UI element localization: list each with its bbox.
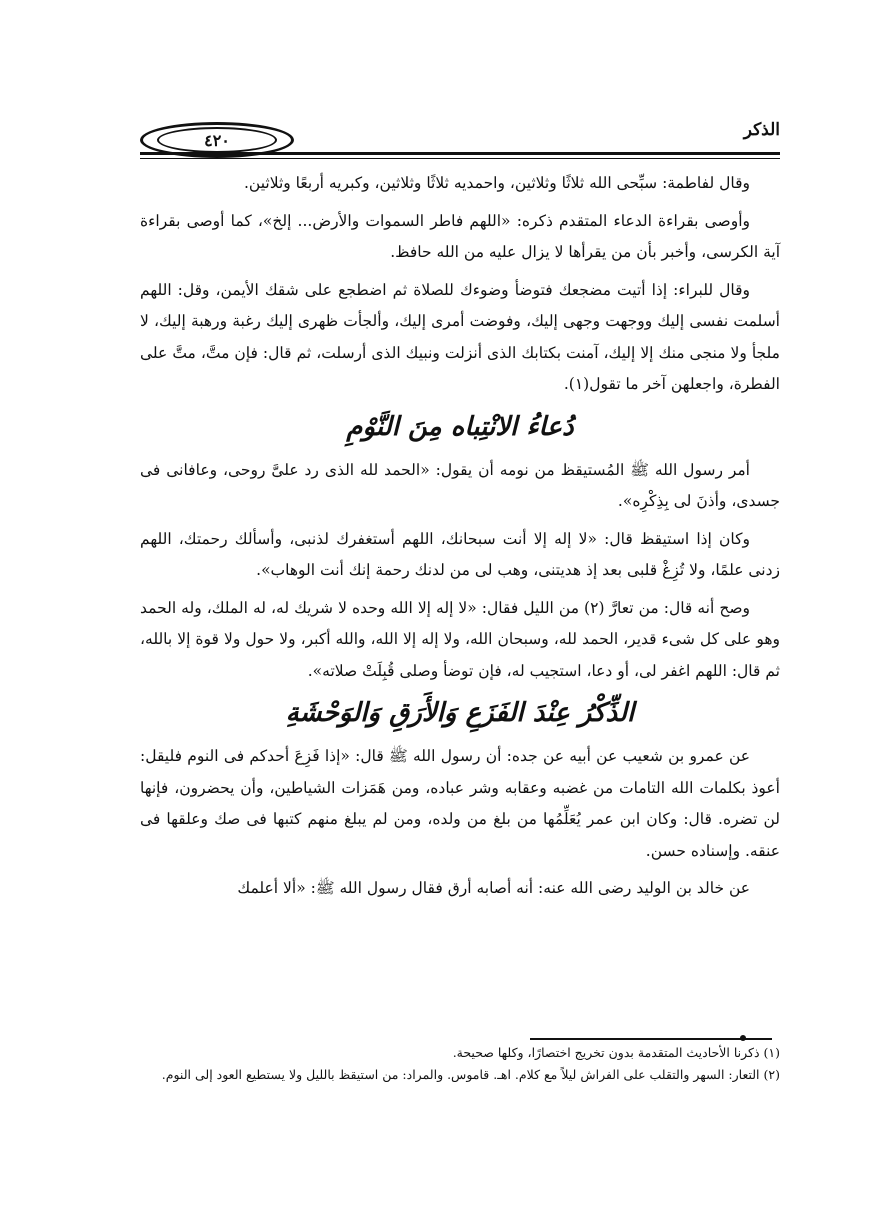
paragraph: وقال للبراء: إذا أتيت مضجعك فتوضأ وضوءك للصلاة ثم اضطجع على شقك الأيمن، وقل: اللهم أسلمت نفسى إليك ووجهت وجهى إليك، وفوضت أمرى إليك، وألجأت ظهرى إليك رغبة ورهبة إليك، لا ملجأ ولا منجى منك إلا إليك، آمنت بكتابك الذى أنزلت ونبيك الذى أرسلت، ثم قال: فإن متَّ، متَّ على الفطرة، واجعلهن آخر ما تقول(١). [140,280,780,393]
footnote: (١) ذكرنا الأحاديث المتقدمة بدون تخريج اختصارًا، وكلها صحيحة. [452,1045,780,1060]
paragraph: وأوصى بقراءة الدعاء المتقدم ذكره: «اللهم فاطر السموات والأرض... إلخ»، كما أوصى بقراءة آية الكرسى، وأخبر بأن من يقرأها لا يزال عليه من الله حافظ. [140,211,780,261]
header-rule-thin [140,158,780,159]
footnote-separator [530,1038,772,1040]
footnote: (٢) التعار: السهر والتقلب على الفراش ليلاً مع كلام. اهـ. قاموس. والمراد: من استيقظ بالليل ولا يستطيع العود إلى النوم. [161,1067,780,1082]
footnotes [140,1042,780,1086]
footnote-separator-dot [740,1035,746,1041]
running-head: الذكر [743,120,780,140]
paragraph: وكان إذا استيقظ قال: «لا إله إلا أنت سبحانك، اللهم أستغفرك لذنبى، وأسألك رحمتك، اللهم زدنى علمًا، ولا تُزِغْ قلبى بعد إذ هديتنى، وهب لى من لدنك رحمة إنك أنت الوهاب». [140,529,780,579]
page-number: ٤٢٠ [157,127,277,153]
paragraph: عن عمرو بن شعيب عن أبيه عن جده: أن رسول الله ﷺ قال: «إذا فَزِعَ أحدكم فى النوم فليقل: أعوذ بكلمات الله التامات من غضبه وعقابه وشر عباده، ومن هَمَزات الشياطين، وأن يحضرون، فإنها لن تضره. قال: وكان ابن عمر يُعَلِّمُها من بلغ من ولده، ومن لم يبلغ منهم كتبها فى صك وعلقها فى عنقه. وإسناده حسن. [140,747,780,860]
header-rule-thick [140,152,780,155]
section-heading: الذِّكْرُ عِنْدَ الفَزَعِ وَالأَرَقِ وَالوَحْشَةِ [285,698,635,728]
page-body [140,168,780,911]
paragraph: أمر رسول الله ﷺ المُستيقظ من نومه أن يقول: «الحمد لله الذى رد علىَّ روحى، وعافانى فى جسدى، وأذنَ لى بِذِكْرِه». [140,460,780,510]
paragraph: وصح أنه قال: من تعارَّ (٢) من الليل فقال: «لا إله إلا الله وحده لا شريك له، له الملك، وله الحمد وهو على كل شىء قدير، الحمد لله، وسبحان الله، ولا إله إلا الله، والله أكبر، ولا حول ولا قوة إلا بالله، ثم قال: اللهم اغفر لى، أو دعا، استجيب له، فإن توضأ وصلى قُبِلَتْ صلاته». [140,598,780,680]
section-heading: دُعاءُ الانْتِباه مِنَ النَّوْمِ [346,411,574,442]
paragraph: عن خالد بن الوليد رضى الله عنه: أنه أصابه أرق فقال رسول الله ﷺ: «ألا أعلمك [237,879,750,897]
paragraph: وقال لفاطمة: سبِّحى الله ثلاثًا وثلاثين، واحمديه ثلاثًا وثلاثين، وكبريه أربعًا وثلاثين. [243,174,750,192]
